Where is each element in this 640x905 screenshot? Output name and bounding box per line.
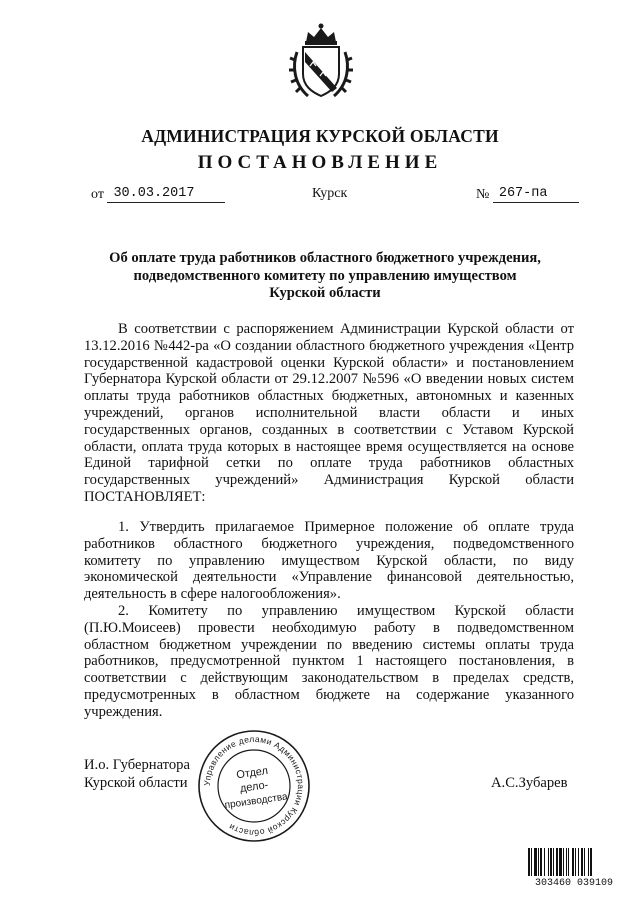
text-line: учреждений, органов исполнительной власти области и иных bbox=[84, 404, 574, 421]
coat-of-arms-icon bbox=[288, 22, 354, 100]
text-line: 13.12.2016 №442-ра «О создании областного бюджетного учреждения «Центр bbox=[84, 337, 574, 354]
barcode-number: 303460 039109 bbox=[534, 878, 613, 889]
date-line bbox=[91, 186, 225, 208]
stamp-inner-text: дело- bbox=[239, 779, 270, 795]
text-line: работников областного бюджетного учреждения, подведомственного bbox=[84, 535, 574, 552]
number-line bbox=[476, 186, 579, 208]
text-line: комитету по управлению имуществом Курской области, по виду bbox=[84, 552, 574, 569]
preamble-paragraph bbox=[84, 321, 574, 506]
organization-title: АДМИНИСТРАЦИЯ КУРСКОЙ ОБЛАСТИ bbox=[141, 126, 499, 146]
document-type: ПОСТАНОВЛЕНИЕ bbox=[197, 152, 443, 173]
text-line: соответствии с действующим законодательством в пределах средств, bbox=[84, 670, 574, 687]
text-line: государственных учреждений» Администрация Курской области bbox=[84, 472, 574, 489]
stamp-seal bbox=[196, 728, 312, 844]
text-line: 1. Утвердить прилагаемое Примерное положение об оплате труда bbox=[118, 519, 574, 535]
subject-line: Об оплате труда работников областного бюджетного учреждения, bbox=[109, 250, 541, 266]
barcode-icon bbox=[528, 848, 620, 876]
position-line: Курской области bbox=[84, 774, 188, 791]
subject-line: подведомственного комитету по управлению имуществом bbox=[133, 267, 517, 284]
position-line: И.о. Губернатора bbox=[84, 757, 190, 773]
date-label: от bbox=[91, 187, 104, 202]
text-line: Единой тарифной сетки по оплате труда работников областных bbox=[84, 455, 574, 472]
text-line: государственной кадастровой оценки Курской области» и постановлением bbox=[84, 354, 574, 371]
subject-line: Курской области bbox=[269, 285, 381, 302]
text-line: работников, предусмотренной пунктом 1 настоящего постановления, в bbox=[84, 653, 574, 670]
stamp-inner-text: Отдел bbox=[235, 764, 269, 782]
text-line: экономической деятельности «Управление финансовой деятельностью, bbox=[84, 569, 574, 586]
document-subject bbox=[90, 250, 560, 303]
text-line: предусмотренных в областном бюджете на содержание указанного bbox=[84, 686, 574, 703]
text-line: областном бюджетном учреждении по введению системы оплаты труда bbox=[84, 636, 574, 653]
text-line: учреждения. bbox=[84, 703, 163, 720]
number-label: № bbox=[476, 187, 490, 202]
stamp-ring-text: Управление делами Администрации Курской области bbox=[201, 733, 307, 839]
city-line bbox=[312, 186, 347, 208]
text-line: оплаты труда работников областных бюджетных, автономных и казенных bbox=[84, 388, 574, 405]
signatory-name: А.С.Зубарев bbox=[491, 775, 568, 791]
document-city: Курск bbox=[312, 186, 348, 201]
text-line: ПОСТАНОВЛЯЕТ: bbox=[84, 488, 206, 505]
item-1-paragraph bbox=[84, 519, 574, 603]
text-line: Губернатора Курской области от 29.12.2007 №596 «О введении новых систем bbox=[84, 371, 574, 388]
text-line: 2. Комитету по управлению имуществом Курской области bbox=[118, 603, 574, 619]
signatory-position bbox=[84, 757, 190, 792]
stamp-inner-text: производства bbox=[223, 791, 289, 812]
text-line: государственных органов, созданных в соответствии с Уставом Курской bbox=[84, 421, 574, 438]
text-line: деятельность в сфере налогообложения». bbox=[84, 586, 341, 603]
text-line: В соответствии с распоряжением Администрации Курской области от bbox=[118, 321, 574, 337]
text-line: (П.Ю.Моисеев) провести необходимую работу в подведомственном bbox=[84, 619, 574, 636]
document-date: 30.03.2017 bbox=[107, 186, 225, 203]
document-number: 267-па bbox=[493, 186, 579, 203]
text-line: области, оплата труда которых в настоящее время осуществляется на основе bbox=[84, 438, 574, 455]
item-2-paragraph bbox=[84, 603, 574, 721]
